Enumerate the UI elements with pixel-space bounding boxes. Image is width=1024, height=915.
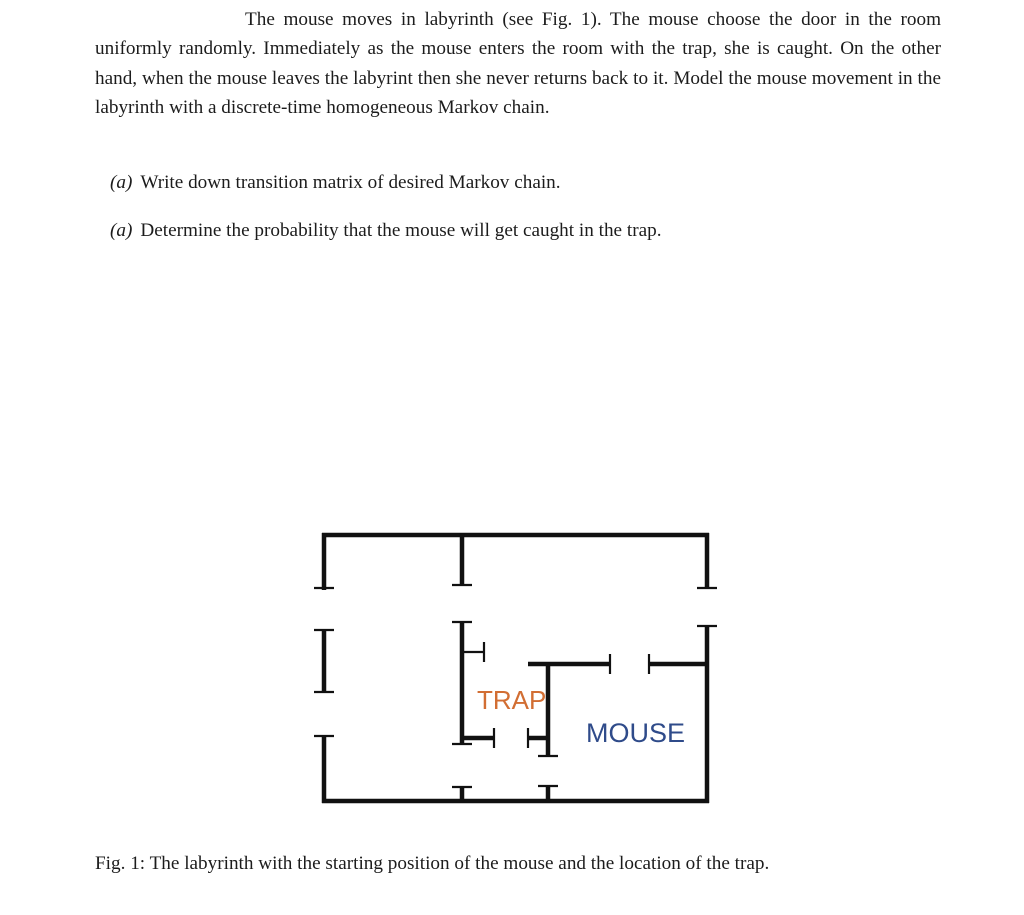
problem-paragraph: The mouse moves in labyrinth (see Fig. 1). The mouse choose the door in the room uniformly randomly. Immediately as the mouse enters the room with the trap, she is caught. On the other hand, when the mouse leaves the labyrint then she never returns back to it. Model the mouse movement in the labyrinth with a discrete-time homogeneous Markov chain. bbox=[95, 9, 941, 119]
question-label: (a) bbox=[110, 172, 133, 193]
question-item-b bbox=[110, 219, 662, 243]
labyrinth-figure bbox=[300, 520, 730, 820]
question-item-a bbox=[110, 171, 561, 195]
question-text: Determine the probability that the mouse will get caught in the trap. bbox=[140, 220, 662, 241]
figure-caption: Fig. 1: The labyrinth with the starting position of the mouse and the location of the trap. bbox=[95, 853, 770, 874]
mouse-label: MOUSE bbox=[586, 718, 686, 748]
trap-label: TRAP bbox=[477, 685, 547, 715]
question-text: Write down transition matrix of desired Markov chain. bbox=[140, 172, 561, 193]
question-label: (a) bbox=[110, 220, 133, 241]
